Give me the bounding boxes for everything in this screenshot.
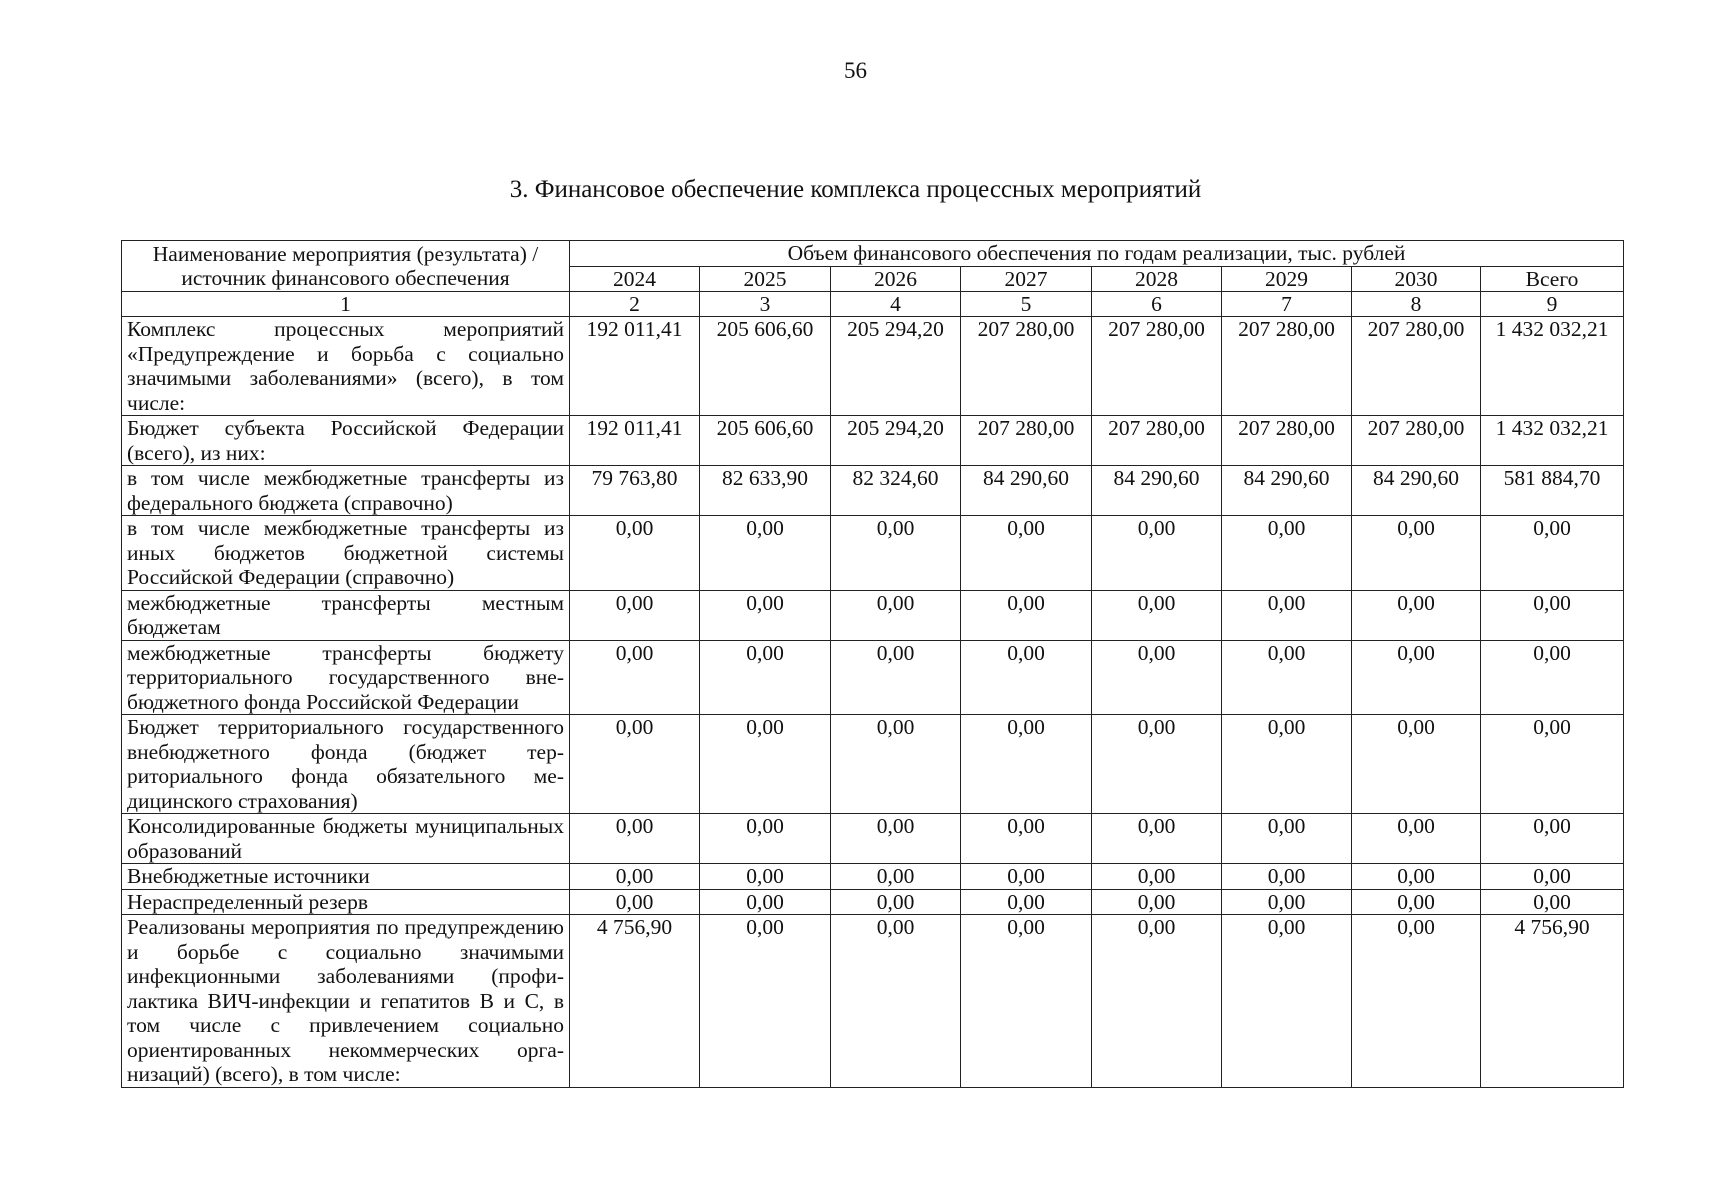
column-number: 4 <box>831 292 961 317</box>
row-value-cell: 0,00 <box>1352 915 1481 1088</box>
column-number: 1 <box>122 292 570 317</box>
row-value-cell: 0,00 <box>700 915 831 1088</box>
row-value-cell: 0,00 <box>1092 915 1222 1088</box>
table-row <box>122 640 1624 715</box>
row-value-cell: 0,00 <box>961 814 1092 864</box>
row-value-cell: 205 606,60 <box>700 416 831 466</box>
row-value-cell: 0,00 <box>961 590 1092 640</box>
row-value-cell: 0,00 <box>831 889 961 915</box>
row-value-cell: 0,00 <box>1222 889 1352 915</box>
financing-table <box>121 240 1624 1088</box>
row-value-cell: 0,00 <box>1092 516 1222 591</box>
row-value-cell: 0,00 <box>1222 715 1352 814</box>
row-value-cell: 0,00 <box>1352 889 1481 915</box>
name-column-header: Наименование мероприятия (результата) / источник финансового обеспечения <box>122 241 570 292</box>
row-value-cell: 0,00 <box>700 516 831 591</box>
row-total-cell: 0,00 <box>1481 640 1624 715</box>
column-number: 9 <box>1481 292 1624 317</box>
year-header: 2027 <box>961 266 1092 292</box>
row-value-cell: 0,00 <box>1352 640 1481 715</box>
row-value-cell: 0,00 <box>700 640 831 715</box>
row-value-cell: 82 324,60 <box>831 466 961 516</box>
table-row <box>122 416 1624 466</box>
year-header: 2025 <box>700 266 831 292</box>
row-value-cell: 0,00 <box>1222 864 1352 890</box>
column-number: 7 <box>1222 292 1352 317</box>
row-value-cell: 0,00 <box>1092 715 1222 814</box>
row-value-cell: 207 280,00 <box>961 317 1092 416</box>
row-value-cell: 0,00 <box>831 864 961 890</box>
table-row <box>122 864 1624 890</box>
row-value-cell: 0,00 <box>1352 715 1481 814</box>
row-value-cell: 0,00 <box>831 814 961 864</box>
row-value-cell: 207 280,00 <box>1092 416 1222 466</box>
row-name-cell: в том числе межбюджетные трансферты из иных бюджетов бюджетной системы Российской Федерации (справочно) <box>122 516 570 591</box>
column-number: 2 <box>570 292 700 317</box>
row-value-cell: 205 294,20 <box>831 317 961 416</box>
page-number: 56 <box>844 58 867 83</box>
table-row <box>122 590 1624 640</box>
row-value-cell: 82 633,90 <box>700 466 831 516</box>
row-name-cell: межбюджетные трансферты бюджету территориального государственного внебюджетного фонда Российской Федерации <box>122 640 570 715</box>
row-name-cell: Нераспределенный резерв <box>122 889 570 915</box>
row-value-cell: 0,00 <box>570 715 700 814</box>
section-title: 3. Финансовое обеспечение комплекса процессных мероприятий <box>509 176 1202 203</box>
row-value-cell: 0,00 <box>961 915 1092 1088</box>
row-value-cell: 207 280,00 <box>1222 317 1352 416</box>
row-value-cell: 0,00 <box>1092 640 1222 715</box>
table-row <box>122 889 1624 915</box>
row-value-cell: 84 290,60 <box>1352 466 1481 516</box>
row-value-cell: 0,00 <box>570 590 700 640</box>
row-name-cell: межбюджетные трансферты местным бюджетам <box>122 590 570 640</box>
row-value-cell: 0,00 <box>1092 889 1222 915</box>
table-row <box>122 466 1624 516</box>
row-value-cell: 0,00 <box>570 516 700 591</box>
column-number: 3 <box>700 292 831 317</box>
row-name-cell: в том числе межбюджетные трансферты из федерального бюджета (справочно) <box>122 466 570 516</box>
row-value-cell: 207 280,00 <box>1352 317 1481 416</box>
row-value-cell: 0,00 <box>1092 590 1222 640</box>
row-value-cell: 207 280,00 <box>1092 317 1222 416</box>
row-total-cell: 0,00 <box>1481 590 1624 640</box>
row-value-cell: 207 280,00 <box>961 416 1092 466</box>
table-row <box>122 516 1624 591</box>
row-value-cell: 0,00 <box>1222 814 1352 864</box>
row-total-cell: 0,00 <box>1481 715 1624 814</box>
year-header: 2026 <box>831 266 961 292</box>
table-body <box>122 317 1624 1088</box>
volume-column-header: Объем финансового обеспечения по годам реализации, тыс. рублей <box>570 241 1624 267</box>
row-value-cell: 0,00 <box>831 516 961 591</box>
row-value-cell: 192 011,41 <box>570 416 700 466</box>
year-header: 2029 <box>1222 266 1352 292</box>
table-row <box>122 915 1624 1088</box>
row-total-cell: 1 432 032,21 <box>1481 317 1624 416</box>
row-value-cell: 0,00 <box>1222 590 1352 640</box>
row-value-cell: 205 606,60 <box>700 317 831 416</box>
row-value-cell: 0,00 <box>831 915 961 1088</box>
year-header: 2030 <box>1352 266 1481 292</box>
row-total-cell: 4 756,90 <box>1481 915 1624 1088</box>
row-name-cell: Консолидированные бюджеты муниципальных образований <box>122 814 570 864</box>
row-value-cell: 0,00 <box>831 715 961 814</box>
row-total-cell: 0,00 <box>1481 516 1624 591</box>
column-number: 8 <box>1352 292 1481 317</box>
row-value-cell: 84 290,60 <box>1092 466 1222 516</box>
row-value-cell: 0,00 <box>831 590 961 640</box>
row-value-cell: 0,00 <box>1092 864 1222 890</box>
year-header: 2024 <box>570 266 700 292</box>
row-value-cell: 0,00 <box>1222 516 1352 591</box>
row-total-cell: 581 884,70 <box>1481 466 1624 516</box>
row-value-cell: 0,00 <box>700 715 831 814</box>
row-value-cell: 0,00 <box>1222 640 1352 715</box>
row-value-cell: 205 294,20 <box>831 416 961 466</box>
row-value-cell: 0,00 <box>700 814 831 864</box>
row-name-cell: Внебюджетные источники <box>122 864 570 890</box>
row-value-cell: 0,00 <box>961 715 1092 814</box>
table-row <box>122 814 1624 864</box>
table-row <box>122 715 1624 814</box>
column-number: 6 <box>1092 292 1222 317</box>
row-value-cell: 0,00 <box>1352 516 1481 591</box>
table-header-row <box>122 241 1624 267</box>
row-value-cell: 207 280,00 <box>1352 416 1481 466</box>
table-row <box>122 317 1624 416</box>
row-value-cell: 4 756,90 <box>570 915 700 1088</box>
total-header: Всего <box>1481 266 1624 292</box>
row-value-cell: 0,00 <box>1352 864 1481 890</box>
row-value-cell: 0,00 <box>961 516 1092 591</box>
column-number: 5 <box>961 292 1092 317</box>
row-value-cell: 79 763,80 <box>570 466 700 516</box>
row-value-cell: 0,00 <box>700 590 831 640</box>
row-value-cell: 0,00 <box>1352 814 1481 864</box>
row-value-cell: 0,00 <box>570 814 700 864</box>
row-value-cell: 0,00 <box>961 889 1092 915</box>
row-name-cell: Бюджет территориального государственного внебюджетного фонда (бюджет территориального фонда обязательного медицинского страхования) <box>122 715 570 814</box>
row-name-cell: Комплекс процессных мероприятий «Предупреждение и борьба с социально значимыми заболеваниями» (всего), в том числе: <box>122 317 570 416</box>
row-name-cell: Бюджет субъекта Российской Федерации (всего), из них: <box>122 416 570 466</box>
column-number-row <box>122 292 1624 317</box>
row-value-cell: 0,00 <box>961 864 1092 890</box>
row-value-cell: 0,00 <box>1222 915 1352 1088</box>
row-total-cell: 0,00 <box>1481 814 1624 864</box>
row-value-cell: 84 290,60 <box>961 466 1092 516</box>
year-header: 2028 <box>1092 266 1222 292</box>
row-total-cell: 0,00 <box>1481 864 1624 890</box>
row-value-cell: 0,00 <box>700 864 831 890</box>
row-value-cell: 192 011,41 <box>570 317 700 416</box>
row-value-cell: 0,00 <box>700 889 831 915</box>
row-name-cell: Реализованы мероприятия по предупреждению и борьбе с социально значимыми инфекционными заболеваниями (профилактика ВИЧ-инфекции и гепатитов В и С, в том числе с привлечением социально ориентированных некоммерческих организаций) (всего), в том числе: <box>122 915 570 1088</box>
row-total-cell: 0,00 <box>1481 889 1624 915</box>
row-value-cell: 0,00 <box>570 640 700 715</box>
row-value-cell: 207 280,00 <box>1222 416 1352 466</box>
row-value-cell: 0,00 <box>570 889 700 915</box>
row-total-cell: 1 432 032,21 <box>1481 416 1624 466</box>
row-value-cell: 84 290,60 <box>1222 466 1352 516</box>
row-value-cell: 0,00 <box>1352 590 1481 640</box>
row-value-cell: 0,00 <box>570 864 700 890</box>
row-value-cell: 0,00 <box>1092 814 1222 864</box>
row-value-cell: 0,00 <box>961 640 1092 715</box>
row-value-cell: 0,00 <box>831 640 961 715</box>
